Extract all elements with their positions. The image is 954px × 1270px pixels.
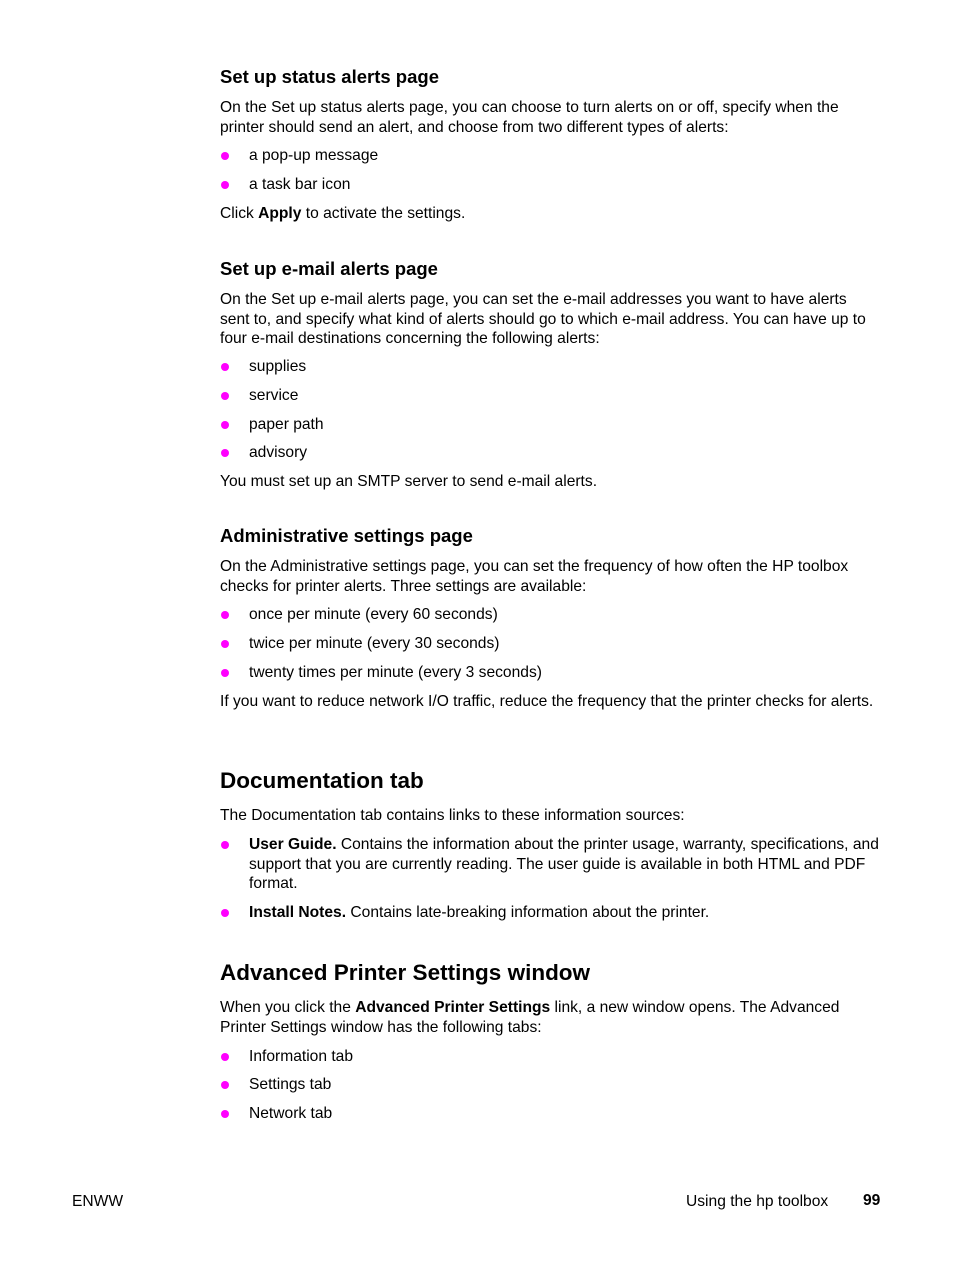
bullet-icon [221, 363, 229, 371]
list-item: Install Notes. Contains late-breaking information about the printer. [220, 903, 880, 923]
status-alerts-intro: On the Set up status alerts page, you can choose to turn alerts on or off, specify when the printer should send an alert, and choose from two different types of alerts: [220, 99, 839, 136]
advanced-window-intro: When you click the Advanced Printer Settings link, a new window opens. The Advanced Printer Settings window has the following tabs: [220, 999, 840, 1036]
email-alerts-heading: Set up e-mail alerts page [220, 258, 438, 279]
bullet-icon [221, 1053, 229, 1061]
list-item: Network tab [220, 1104, 880, 1124]
list-item: Information tab [220, 1047, 880, 1067]
bullet-icon [221, 392, 229, 400]
list-item: User Guide. Contains the information about the printer usage, warranty, specifications, and support that you are currently reading. The user guide is available in both HTML and PDF format. [220, 835, 880, 894]
advanced-window-heading: Advanced Printer Settings window [220, 960, 591, 985]
admin-settings-note: If you want to reduce network I/O traffic, reduce the frequency that the printer checks for alerts. [220, 693, 874, 710]
bullet-icon [221, 152, 229, 160]
bullet-icon [221, 669, 229, 677]
bullet-icon [221, 181, 229, 189]
bullet-icon [221, 421, 229, 429]
list-item: advisory [220, 443, 880, 463]
admin-settings-heading: Administrative settings page [220, 525, 473, 546]
list-item: service [220, 386, 880, 406]
page-number: 99 [863, 1192, 881, 1209]
list-item: paper path [220, 415, 880, 435]
list-item: twice per minute (every 30 seconds) [220, 634, 880, 654]
bullet-icon [221, 841, 229, 849]
admin-settings-intro: On the Administrative settings page, you can set the frequency of how often the HP toolbox checks for printer alerts. Three settings are available: [220, 558, 849, 595]
email-alerts-intro: On the Set up e-mail alerts page, you can set the e-mail addresses you want to have alerts sent to, and specify what kind of alerts should go to which e-mail address. You can have up to four e-mail destinations concerning the following alerts: [220, 291, 866, 347]
list-item: supplies [220, 357, 880, 377]
bullet-icon [221, 640, 229, 648]
bullet-icon [221, 909, 229, 917]
documentation-tab-heading: Documentation tab [220, 768, 424, 793]
list-item: Settings tab [220, 1075, 880, 1095]
footer-section-title: Using the hp toolbox [686, 1193, 829, 1210]
documentation-tab-intro: The Documentation tab contains links to these information sources: [220, 807, 685, 824]
list-item: a pop-up message [220, 146, 880, 166]
footer-label: ENWW [72, 1193, 124, 1210]
list-item: twenty times per minute (every 3 seconds) [220, 663, 880, 683]
bullet-icon [221, 611, 229, 619]
bullet-icon [221, 1081, 229, 1089]
email-alerts-note: You must set up an SMTP server to send e-mail alerts. [220, 473, 598, 490]
status-alerts-apply-note: Click Apply to activate the settings. [220, 205, 466, 222]
bullet-icon [221, 449, 229, 457]
list-item: once per minute (every 60 seconds) [220, 605, 880, 625]
status-alerts-heading: Set up status alerts page [220, 66, 439, 87]
list-item: a task bar icon [220, 175, 880, 195]
bullet-icon [221, 1110, 229, 1118]
